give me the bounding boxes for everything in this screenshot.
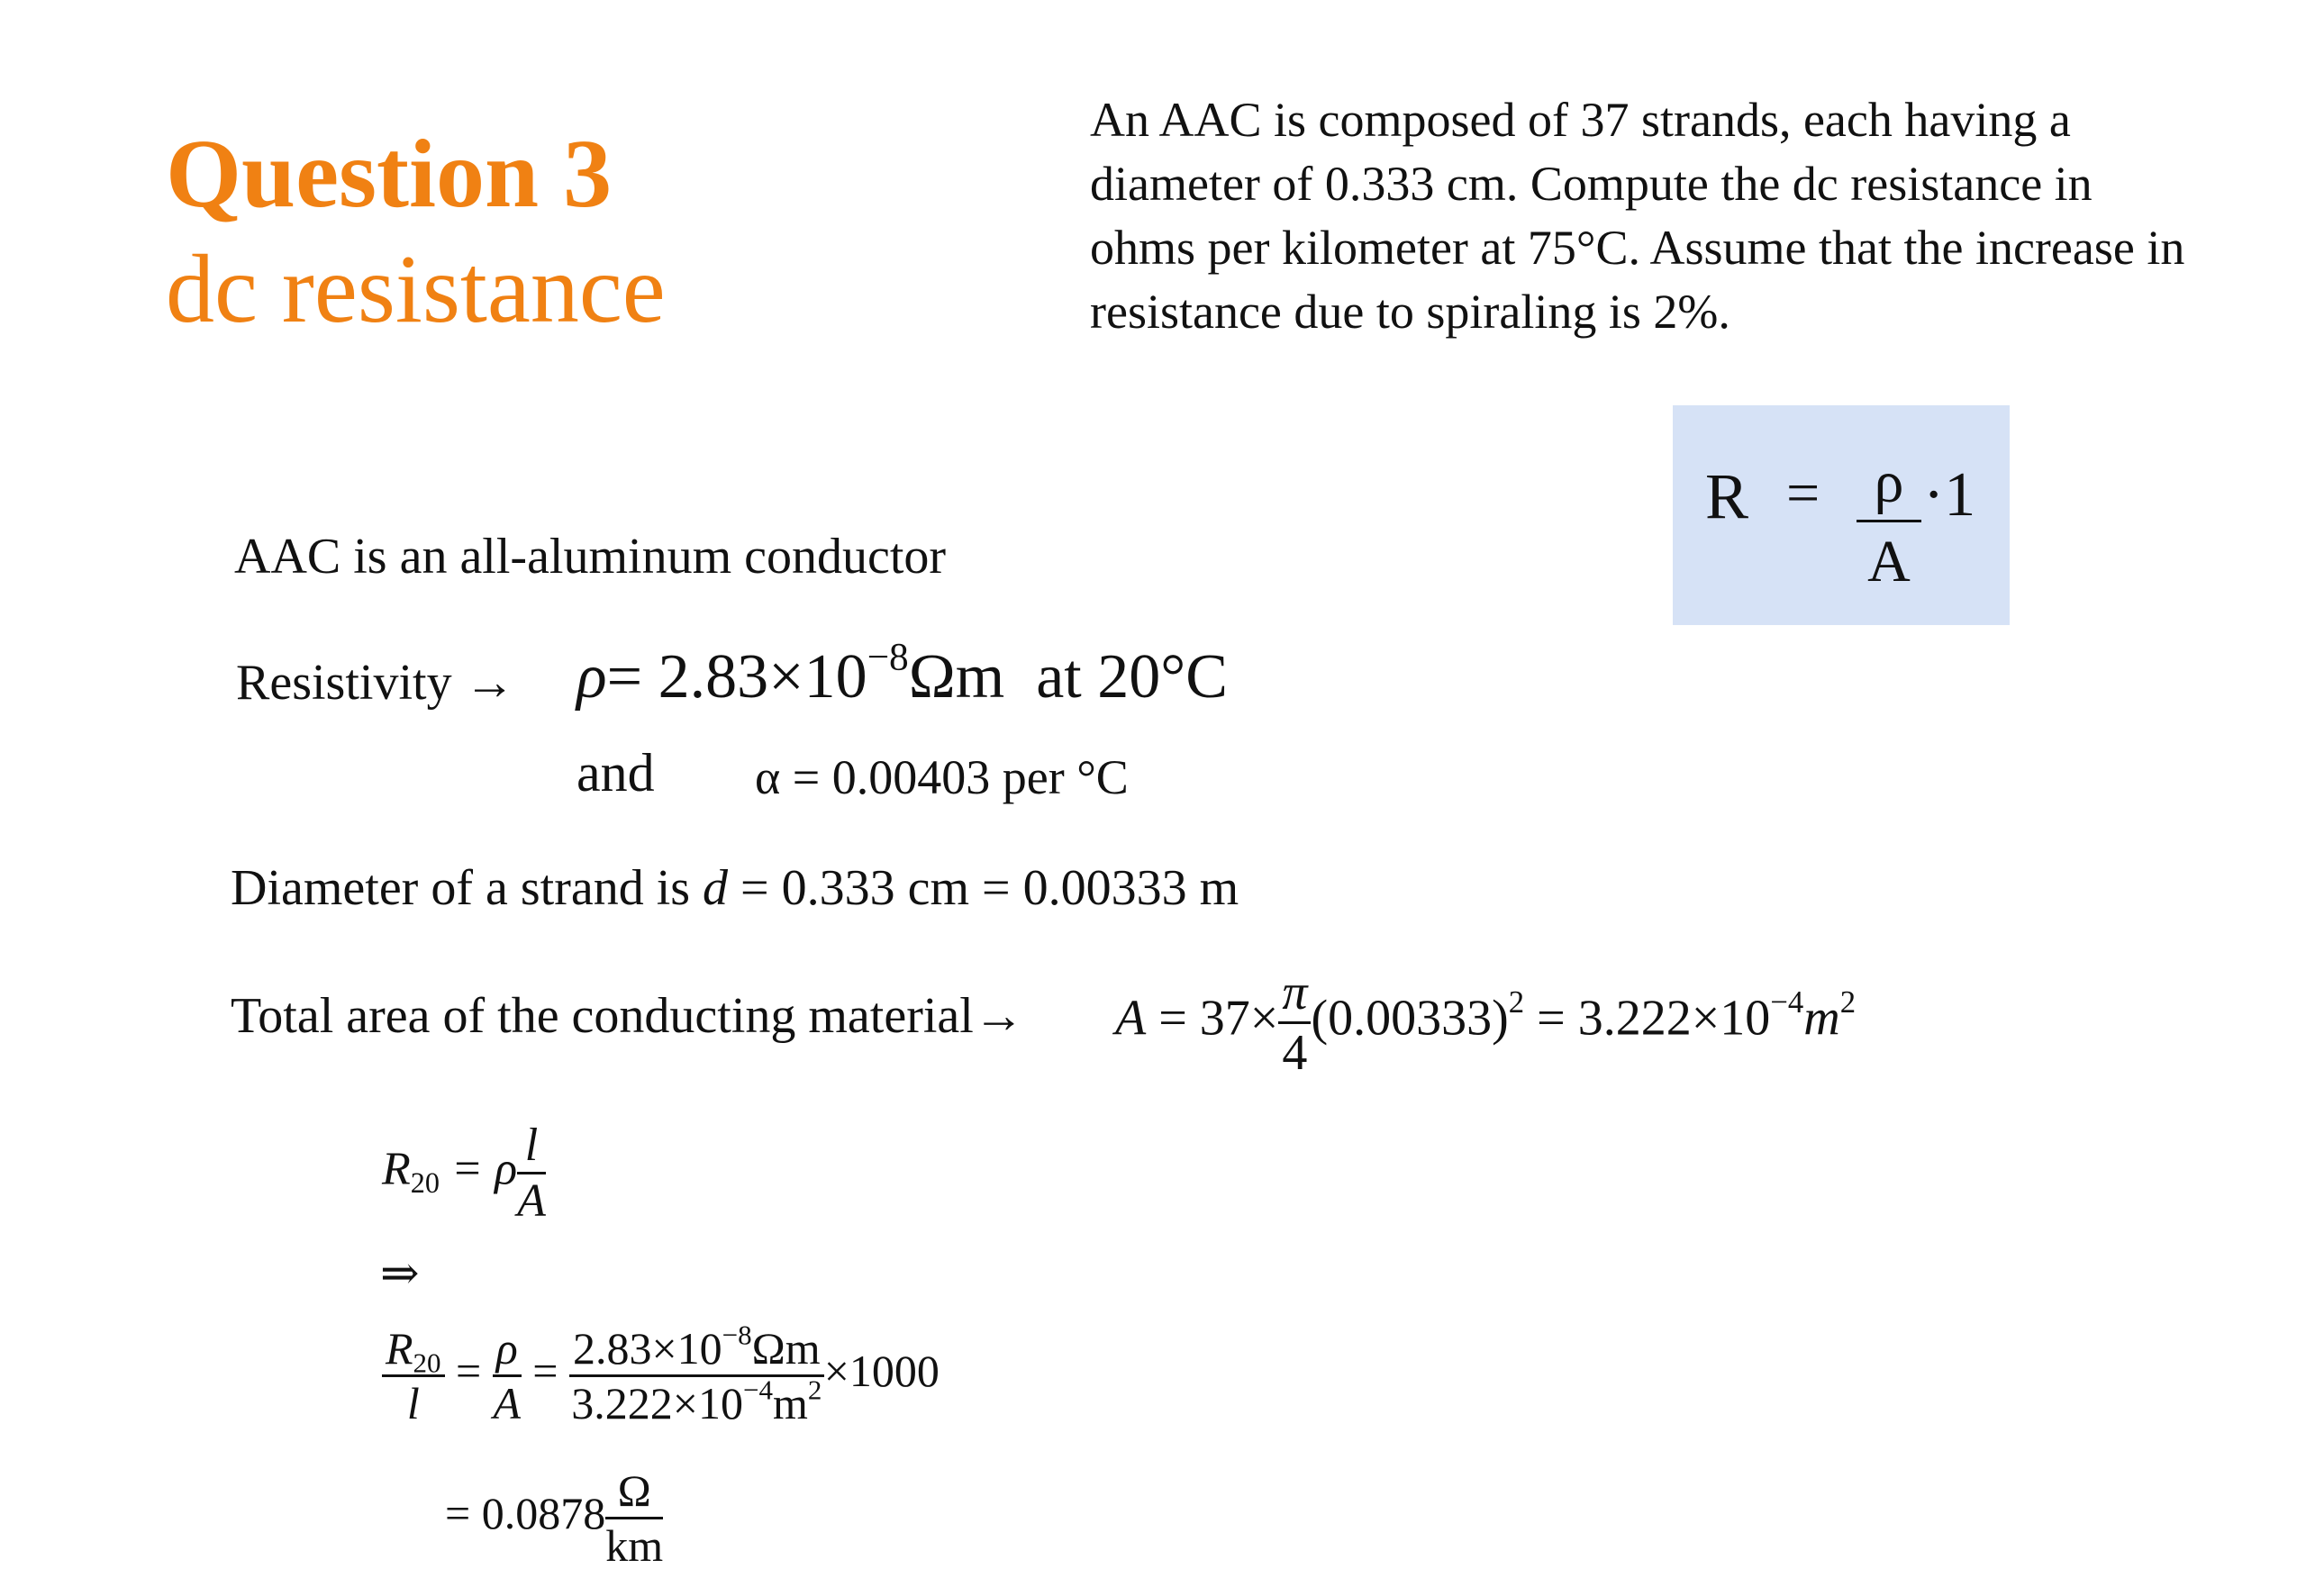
resistivity-label: Resistivity → <box>236 655 515 711</box>
slide-title: Question 3 <box>166 121 613 228</box>
rho-over-A <box>493 1322 522 1429</box>
formula-denominator: A <box>1867 529 1911 594</box>
formula-numerator: ρ <box>1874 449 1904 515</box>
r20-equation <box>382 1119 546 1228</box>
area-paren: (0.00333) <box>1311 990 1509 1047</box>
problem-line: diameter of 0.333 cm. Compute the dc resistance in <box>1090 157 2093 211</box>
and-word: and <box>576 743 655 803</box>
num-main: 2.83×10 <box>572 1323 722 1374</box>
implies-arrow: ⇒ <box>380 1248 420 1300</box>
problem-line: resistance due to spiraling is 2%. <box>1090 285 1730 339</box>
den-unit: m <box>772 1378 808 1428</box>
km-unit: km <box>605 1520 664 1571</box>
problem-statement <box>1090 88 2297 344</box>
alpha-equation: α = 0.00403 per °C <box>755 750 1129 804</box>
value-numerator <box>569 1319 824 1377</box>
area-times37: = 37× <box>1146 990 1279 1047</box>
area-label: Total area of the conducting material→ <box>231 988 1024 1044</box>
formula-tail: ·1 <box>1923 460 1976 530</box>
den-main: 3.222×10 <box>571 1378 743 1428</box>
resistivity-unit: Ωm <box>908 642 1005 712</box>
resistivity-exponent: −8 <box>867 635 909 679</box>
r20l-rho: ρ <box>493 1322 522 1377</box>
den-exp: −4 <box>742 1374 773 1406</box>
value-denominator <box>569 1374 824 1429</box>
r20-over-l <box>382 1322 445 1429</box>
formula-lhs: R <box>1705 460 1749 532</box>
diameter-var: d <box>703 860 729 916</box>
area-square: 2 <box>1508 984 1525 1020</box>
formula-fraction-bar <box>1857 520 1921 522</box>
resistivity-equation <box>576 635 1228 713</box>
resistivity-condition: at 20°C <box>1036 642 1228 712</box>
r20l-sub: 20 <box>413 1347 441 1379</box>
l-over-A <box>517 1119 546 1228</box>
diameter-text: Diameter of a strand is <box>231 860 704 916</box>
num-exp: −8 <box>722 1319 752 1351</box>
r20-eq-rho: = ρ <box>440 1143 518 1195</box>
r20-per-length-equation: $\frac{R_{20}}{l}$ = $\frac{\rho}{A}$ = $\frac{2.83\times 10^{-8}\Omega m}{3.222\times 10^{-4}m^2}$ ×1000 <box>382 1322 940 1429</box>
area-result-exp: −4 <box>1770 984 1804 1020</box>
r20-sub: 20 <box>410 1166 440 1200</box>
r20l-l: l <box>406 1378 420 1428</box>
r20l-A: A <box>493 1378 522 1428</box>
num-unit: Ωm <box>751 1323 821 1374</box>
formula-box <box>1673 405 2010 625</box>
r20l-R: R <box>386 1323 413 1374</box>
ohm-symbol: Ω <box>605 1465 663 1519</box>
l-symbol: l <box>517 1119 546 1174</box>
pi-over-four <box>1278 964 1311 1082</box>
rho-symbol: ρ <box>576 642 607 712</box>
area-result: = 3.222×10 <box>1524 990 1771 1047</box>
pi-symbol: π <box>1278 964 1311 1024</box>
aac-note: AAC is an all-aluminum conductor <box>234 529 947 585</box>
four: 4 <box>1282 1025 1308 1081</box>
area-unit-exp: 2 <box>1839 984 1857 1020</box>
formula-equals: = <box>1786 460 1820 526</box>
result-value: = 0.0878 <box>445 1487 606 1538</box>
den-uexp: 2 <box>807 1374 822 1406</box>
area-unit: m <box>1803 990 1840 1047</box>
value-fraction <box>569 1319 824 1429</box>
problem-line: An AAC is composed of 37 strands, each having a <box>1090 93 2071 147</box>
slide-subtitle: dc resistance <box>166 236 666 343</box>
result-equation <box>445 1465 663 1572</box>
r20-R: R <box>382 1143 411 1195</box>
times-1000: ×1000 <box>823 1345 940 1396</box>
ohm-per-km <box>605 1465 663 1572</box>
diameter-line <box>231 860 1239 916</box>
area-lhs: A <box>1115 990 1147 1047</box>
problem-line: ohms per kilometer at 75°C. Assume that the increase in <box>1090 221 2185 275</box>
area-equation <box>1115 964 1856 1082</box>
resistivity-value: = 2.83×10 <box>606 642 867 712</box>
r20-num <box>382 1322 445 1377</box>
A-symbol: A <box>517 1175 546 1227</box>
diameter-value: = 0.333 cm = 0.00333 m <box>728 860 1239 916</box>
